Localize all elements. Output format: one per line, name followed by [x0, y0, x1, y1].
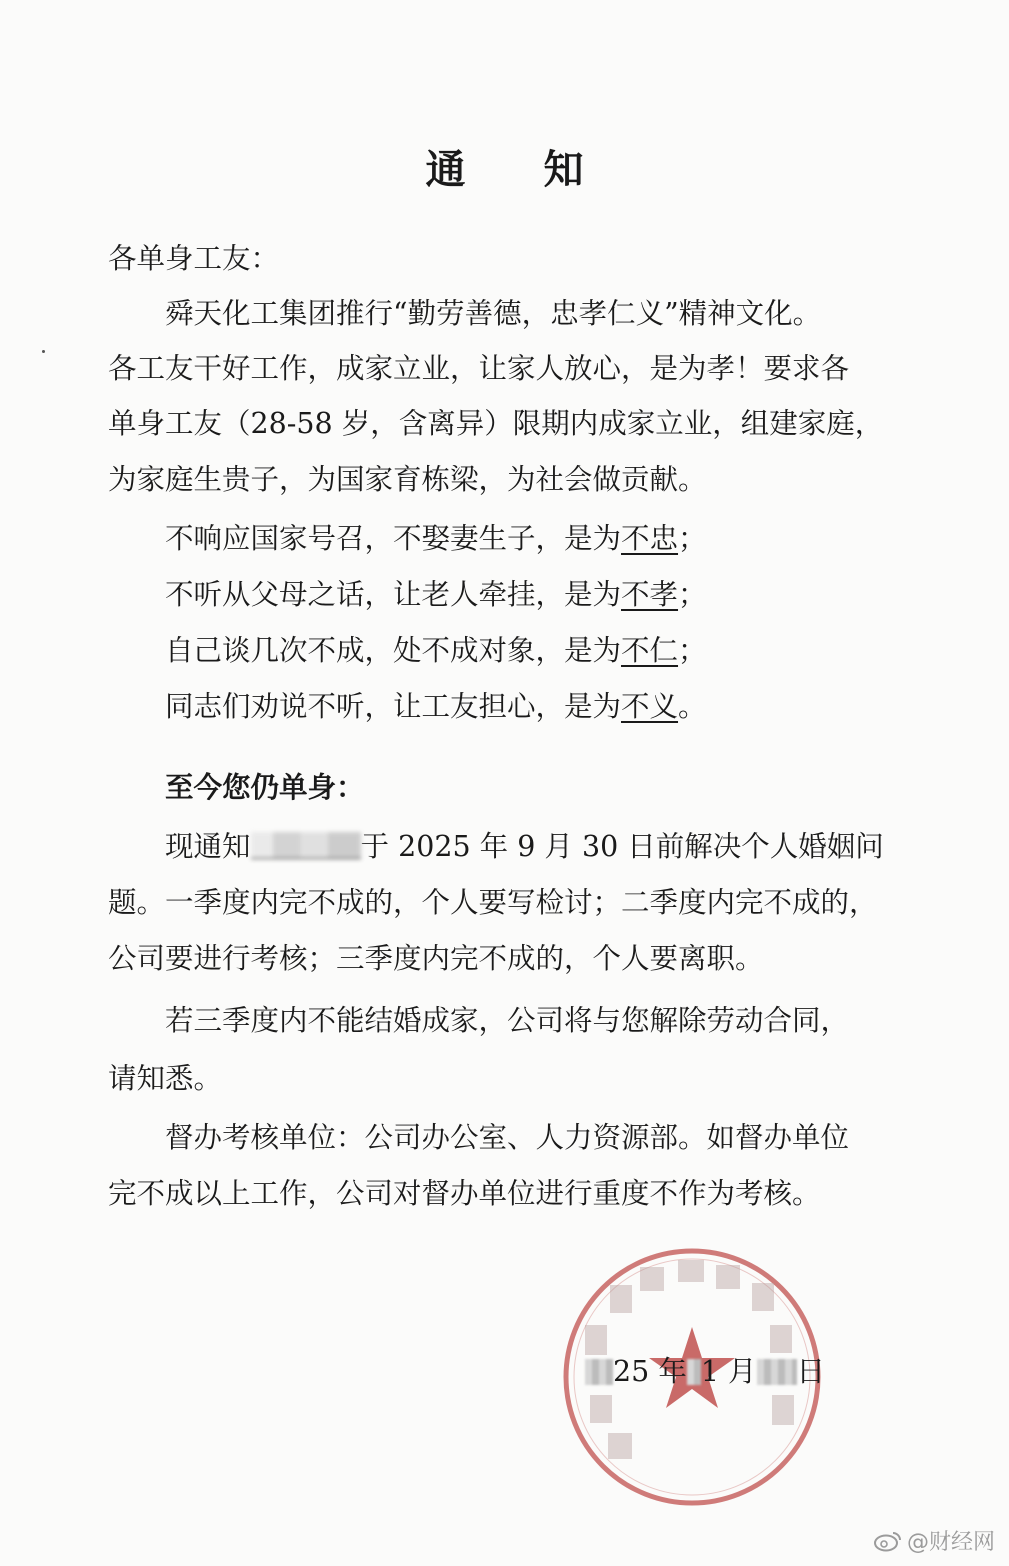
virtue-emphasis: 不义 [621, 690, 679, 723]
virtue-text: 自己谈几次不成，处不成对象，是为 [165, 634, 622, 667]
para1-line4: 为家庭生贵子，为国家育栋梁，为社会做贡献。 [108, 463, 707, 496]
notice-line2: 题。一季度内完不成的，个人要写检讨；二季度内完不成的， [108, 886, 878, 919]
para4-line1: 督办考核单位：公司办公室、人力资源部。如督办单位 [165, 1121, 850, 1154]
para1-line1: 舜天化工集团推行“勤劳善德，忠孝仁义”精神文化。 [165, 297, 822, 330]
virtue-line-benevolence [165, 634, 707, 668]
weibo-watermark [873, 1525, 995, 1556]
virtue-emphasis: 不忠 [621, 522, 679, 555]
virtue-punct: ； [678, 522, 707, 555]
salutation: 各单身工友： [108, 242, 280, 275]
para4-line2: 完不成以上工作，公司对督办单位进行重度不作为考核。 [108, 1177, 821, 1210]
para3-line1: 若三季度内不能结婚成家，公司将与您解除劳动合同， [165, 1004, 850, 1037]
virtue-punct: ； [678, 634, 707, 667]
subheading: 至今您仍单身： [165, 770, 365, 804]
notice-line1 [165, 830, 884, 864]
weibo-icon [873, 1530, 903, 1552]
date-month: 1 月 [700, 1355, 757, 1388]
notice-prefix: 现通知 [165, 830, 251, 863]
date-day: 日 [796, 1355, 826, 1388]
virtue-text: 不响应国家号召，不娶妻生子，是为 [165, 522, 622, 555]
redacted-year-digits [585, 1359, 613, 1385]
redacted-name [251, 832, 361, 859]
virtue-emphasis: 不孝 [621, 578, 679, 611]
virtue-text: 同志们劝说不听，让工友担心，是为 [165, 690, 622, 723]
virtue-line-loyalty [165, 522, 707, 556]
redacted-month-digit [687, 1359, 701, 1385]
para1-line2: 各工友干好工作，成家立业，让家人放心，是为孝！要求各 [108, 352, 850, 385]
notice-suffix: 于 2025 年 9 月 30 日前解决个人婚姻问 [360, 830, 884, 863]
virtue-emphasis: 不仁 [621, 634, 679, 667]
para1-line3: 单身工友（28-58 岁，含离异）限期内成家立业，组建家庭， [108, 407, 884, 440]
virtue-line-righteousness [165, 690, 707, 724]
virtue-punct: ； [678, 578, 707, 611]
redacted-day [757, 1359, 797, 1385]
virtue-punct: 。 [678, 690, 707, 723]
para3-line2: 请知悉。 [108, 1062, 223, 1095]
notice-line3: 公司要进行考核；三季度内完不成的，个人要离职。 [108, 942, 764, 975]
issue-date [585, 1349, 825, 1390]
watermark-text: @财经网 [906, 1530, 995, 1555]
virtue-line-filial [165, 578, 707, 612]
document-title: 通 知 [425, 146, 616, 193]
scan-speck [42, 350, 45, 353]
virtue-text: 不听从父母之话，让老人牵挂，是为 [165, 578, 622, 611]
date-year: 25 年 [613, 1355, 687, 1388]
